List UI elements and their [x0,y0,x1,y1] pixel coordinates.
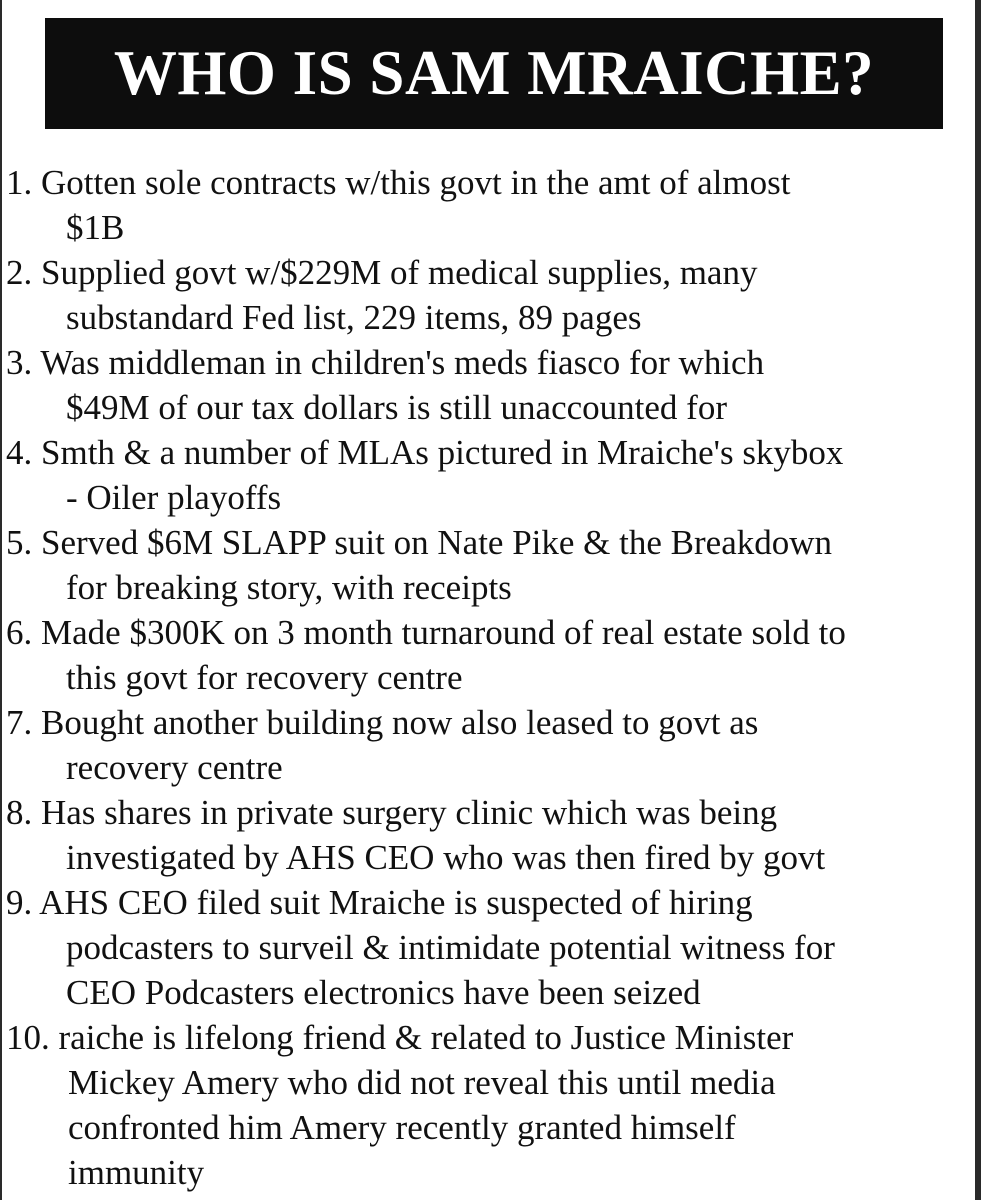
list-item-line: 3. Was middleman in children's meds fiasco for which [6,343,765,382]
list-item-line: 7. Bought another building now also leased to govt as [6,703,759,742]
facts-list [6,160,976,1195]
list-item-line: 9. AHS CEO filed suit Mraiche is suspected of hiring [6,883,753,922]
list-item [6,880,976,1015]
list-item [6,790,976,880]
list-item-line: immunity [68,1153,205,1192]
list-item [6,610,976,700]
list-item-line: 2. Supplied govt w/$229M of medical supplies, many [6,253,758,292]
list-item [6,700,976,790]
title-banner [45,18,943,129]
list-item-line: this govt for recovery centre [66,658,463,697]
list-item-line: 1. Gotten sole contracts w/this govt in the amt of almost [6,163,791,202]
list-item-line: investigated by AHS CEO who was then fired by govt [66,838,826,877]
list-item-line: recovery centre [66,748,283,787]
list-item-line: $49M of our tax dollars is still unaccounted for [66,388,727,427]
list-item-line: for breaking story, with receipts [66,568,512,607]
list-item-line: CEO Podcasters electronics have been seized [66,973,701,1012]
list-item-line: 10. raiche is lifelong friend & related to Justice Minister [6,1018,794,1057]
list-item [6,1015,976,1195]
list-item-line: Mickey Amery who did not reveal this until media [68,1063,776,1102]
list-item [6,340,976,430]
list-item-line: podcasters to surveil & intimidate potential witness for [66,928,835,967]
list-item-line: substandard Fed list, 229 items, 89 pages [66,298,642,337]
list-item [6,160,976,250]
list-item-line: 6. Made $300K on 3 month turnaround of real estate sold to [6,613,846,652]
list-item-line: 8. Has shares in private surgery clinic which was being [6,793,778,832]
list-item-line: $1B [66,208,125,247]
list-item-line: confronted him Amery recently granted himself [68,1108,736,1147]
list-item [6,520,976,610]
list-item-line: - Oiler playoffs [66,478,282,517]
list-item [6,250,976,340]
list-item-line: 5. Served $6M SLAPP suit on Nate Pike & the Breakdown [6,523,833,562]
page-title: WHO IS SAM MRAICHE? [113,38,875,108]
list-item-line: 4. Smth & a number of MLAs pictured in Mraiche's skybox [6,433,844,472]
list-item [6,430,976,520]
